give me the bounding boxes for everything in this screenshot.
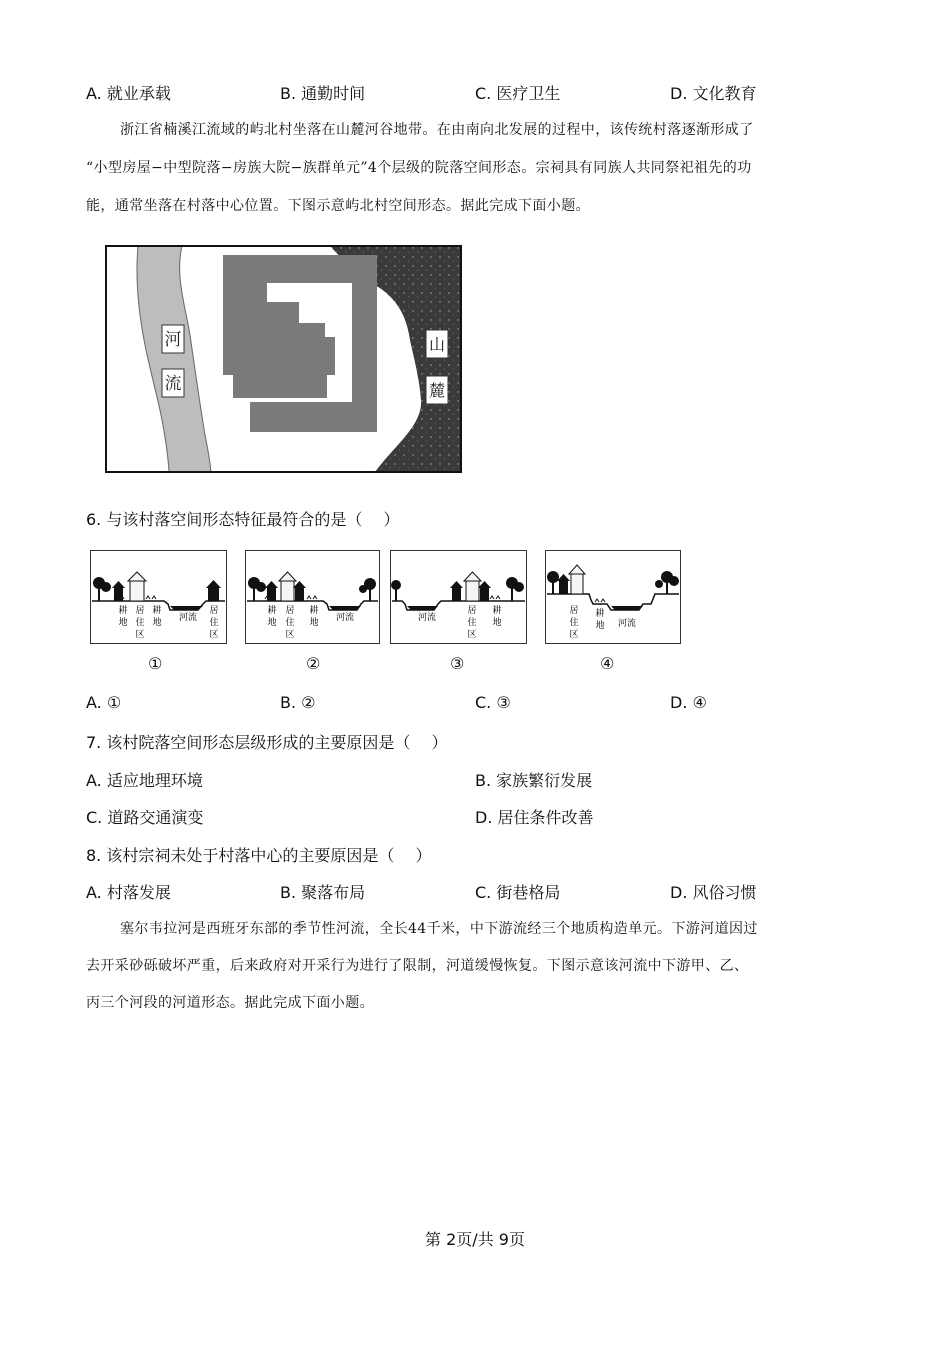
section-diagram-1[interactable] xyxy=(90,550,227,644)
d2-farmland-1b: 地 xyxy=(267,618,277,628)
passage2-line1: 塞尔韦拉河是西班牙东部的季节性河流，全长44千米，中下游流经三个地质构造单元。下游河道因过 xyxy=(120,921,758,937)
q8-stem: 8. 该村宗祠未处于村落中心的主要原因是（ ） xyxy=(86,846,432,865)
d4-river: 河流 xyxy=(617,619,637,629)
d1-res-1c: 区 xyxy=(135,630,145,640)
passage1-line1: 浙江省楠溪江流域的屿北村坐落在山麓河谷地带。在由南向北发展的过程中，该传统村落逐渐形成了 xyxy=(120,122,754,138)
d1-res-2b: 住 xyxy=(209,618,219,628)
d1-farmland-1a: 耕 xyxy=(118,606,128,616)
d2-farmland-2b: 地 xyxy=(309,618,319,628)
q6-option-d[interactable]: D. ④ xyxy=(670,693,707,712)
mountain-label-2: 麓 xyxy=(428,381,446,400)
q5-option-c[interactable]: C. 医疗卫生 xyxy=(475,84,561,103)
q7-option-a[interactable]: A. 适应地理环境 xyxy=(86,771,203,790)
d1-res-2a: 居 xyxy=(209,606,219,616)
river-label-1: 河 xyxy=(164,330,182,350)
d1-farmland-2b: 地 xyxy=(152,618,162,628)
passage2-line2: 去开采砂砾破坏严重，后来政府对开采行为进行了限制，河道缓慢恢复。下图示意该河流中下游甲、乙、 xyxy=(86,958,749,974)
d2-farmland-1a: 耕 xyxy=(267,606,277,616)
d4-res-b: 住 xyxy=(569,618,579,628)
d3-res-c: 区 xyxy=(467,630,477,640)
d3-river: 河流 xyxy=(417,613,437,623)
d2-res-c: 区 xyxy=(285,630,295,640)
passage2-line3: 丙三个河段的河道形态。据此完成下面小题。 xyxy=(86,995,374,1011)
q5-option-b[interactable]: B. 通勤时间 xyxy=(280,84,366,103)
q8-option-c[interactable]: C. 街巷格局 xyxy=(475,883,561,902)
section-diagram-3[interactable] xyxy=(390,550,527,644)
passage1-line3: 能，通常坐落在村落中心位置。下图示意屿北村空间形态。据此完成下面小题。 xyxy=(86,198,590,214)
d2-river: 河流 xyxy=(335,613,355,623)
d1-farmland-2a: 耕 xyxy=(152,606,162,616)
d1-res-1b: 住 xyxy=(135,618,145,628)
d4-farmland-b: 地 xyxy=(595,621,605,631)
q5-option-a[interactable]: A. 就业承载 xyxy=(86,84,171,103)
q7-option-c[interactable]: C. 道路交通演变 xyxy=(86,808,204,827)
q7-option-b[interactable]: B. 家族繁衍发展 xyxy=(475,771,593,790)
page-number: 第 2页/共 9页 xyxy=(425,1230,525,1249)
d2-farmland-2a: 耕 xyxy=(309,606,319,616)
mountain-label-1: 山 xyxy=(428,335,446,354)
d1-river: 河流 xyxy=(178,613,198,623)
d1-res-2c: 区 xyxy=(209,630,219,640)
q8-option-d[interactable]: D. 风俗习惯 xyxy=(670,883,757,902)
q5-option-d[interactable]: D. 文化教育 xyxy=(670,84,757,103)
village-map xyxy=(105,245,462,473)
d3-res-a: 居 xyxy=(467,606,477,616)
d1-farmland-1b: 地 xyxy=(118,618,128,628)
passage1-line2: “小型房屋−中型院落−房族大院−族群单元”4个层级的院落空间形态。宗祠具有同族人共同祭祀祖先的功 xyxy=(86,160,752,176)
q8-option-a[interactable]: A. 村落发展 xyxy=(86,883,171,902)
d3-res-b: 住 xyxy=(467,618,477,628)
diagram-4-number: ④ xyxy=(600,654,615,673)
section-diagram-4[interactable] xyxy=(545,550,681,644)
d4-res-c: 区 xyxy=(569,630,579,640)
d4-farmland-a: 耕 xyxy=(595,609,605,619)
q7-option-d[interactable]: D. 居住条件改善 xyxy=(475,808,594,827)
river-label-2: 流 xyxy=(164,374,182,394)
q6-option-c[interactable]: C. ③ xyxy=(475,693,511,712)
d2-res-b: 住 xyxy=(285,618,295,628)
diagram-1-number: ① xyxy=(148,654,163,673)
q6-option-b[interactable]: B. ② xyxy=(280,693,316,712)
d4-res-a: 居 xyxy=(569,606,579,616)
q8-option-b[interactable]: B. 聚落布局 xyxy=(280,883,366,902)
section-diagram-2[interactable] xyxy=(245,550,380,644)
q6-stem: 6. 与该村落空间形态特征最符合的是（ ） xyxy=(86,510,400,529)
q7-stem: 7. 该村院落空间形态层级形成的主要原因是（ ） xyxy=(86,733,448,752)
diagram-3-number: ③ xyxy=(450,654,465,673)
d1-res-1a: 居 xyxy=(135,606,145,616)
diagram-2-number: ② xyxy=(306,654,321,673)
d3-farmland-b: 地 xyxy=(492,618,502,628)
q6-option-a[interactable]: A. ① xyxy=(86,693,122,712)
d2-res-a: 居 xyxy=(285,606,295,616)
d3-farmland-a: 耕 xyxy=(492,606,502,616)
